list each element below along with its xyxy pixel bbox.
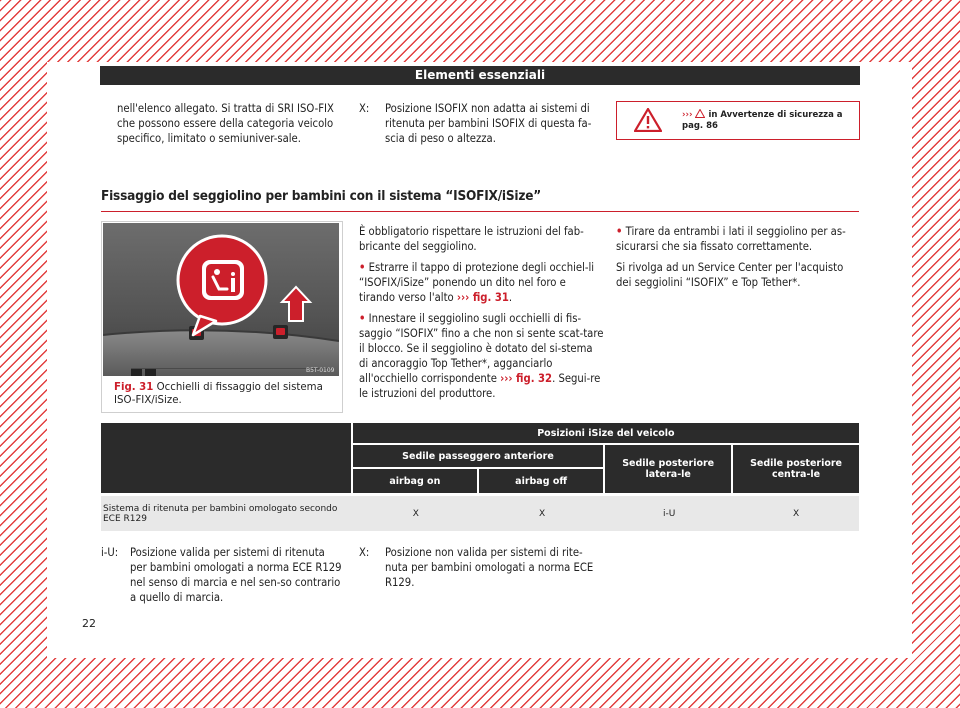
bullet-engage-seat-text: Innestare il seggiolino sugli occhielli di fis-saggio “ISOFIX” fino a che non si sente scat-tare il blocco. Se il seggiolino è dotato del si-stema di ancoraggio Top Tether*, agganciarlo all'occhiello corrispondente	[359, 312, 604, 385]
section-title: Fissaggio del seggiolino per bambini con il sistema “ISOFIX/iSize”	[101, 188, 542, 204]
bullet-engage-seat	[359, 311, 604, 401]
figure-caption-text: Occhielli di fissaggio del sistema ISO-FIX/iSize.	[114, 382, 323, 406]
service-paragraph: Si rivolga ad un Service Center per l'acquisto dei seggiolini “ISOFIX” e Top Tether*.	[616, 261, 844, 289]
x-text-top: Posizione ISOFIX non adatta ai sistemi di ritenuta per bambini ISOFIX di questa fa-scia di peso o altezza.	[385, 102, 592, 145]
bullet-icon: •	[359, 261, 366, 274]
fig31-link[interactable]: ››› fig. 31	[456, 291, 509, 304]
x-label-top: X:	[359, 102, 370, 115]
bullet-engage-seat-tail: . Segui-re le istruzioni del produttore.	[359, 372, 601, 400]
table-header-rear-side: Sedile posteriore latera-le	[605, 445, 733, 493]
figure-caption	[114, 381, 334, 407]
table-header-rear-center: Sedile posteriore centra-le	[733, 445, 859, 493]
table-cell: i-U	[605, 493, 733, 531]
isize-table	[101, 423, 859, 531]
legend-iu-label: i-U:	[101, 546, 119, 559]
bullet-icon: •	[359, 312, 366, 325]
column-right	[616, 224, 860, 290]
bullet-pull-seat	[616, 224, 860, 254]
table-cell: X	[733, 493, 859, 531]
bullet-icon: •	[616, 225, 623, 238]
table-header-airbag-on: airbag on	[353, 469, 479, 493]
page-number: 22	[82, 617, 96, 630]
table-header-airbag-off: airbag off	[479, 469, 605, 493]
header-bar: Elementi essenziali	[100, 66, 860, 85]
table-header-front-seat: Sedile passeggero anteriore	[353, 445, 606, 469]
small-warning-icon	[695, 109, 705, 118]
instruction-paragraph: È obbligatorio rispettare le istruzioni del fab-bricante del seggiolino.	[359, 225, 584, 253]
bullet-remove-cap: • Estrarre il tappo di protezione degli occhiel-li “ISOFIX/iSize” ponendo un dito nel foro e tirando verso l'alto ››› fig. 31.	[359, 261, 595, 304]
figure-code: B5T-0109	[306, 367, 335, 374]
column-middle	[359, 224, 604, 401]
bullet-remove-cap-text: Estrarre il tappo di protezione degli occhiel-li “ISOFIX/iSize” ponendo un dito nel foro e tirando verso l'alto	[359, 261, 595, 304]
legend-x-label: X:	[359, 546, 370, 559]
section-divider	[101, 211, 859, 212]
intro-paragraph: nell'elenco allegato. Si tratta di SRI ISO-FIX che possono essere della categoria veicolo specifico, limitato o semiuniver-sale.	[117, 102, 334, 145]
fig32-link[interactable]: ››› fig. 32	[500, 372, 553, 385]
legend-x-text: Posizione non valida per sistemi di rite-nuta per bambini omologati a norma ECE R129.	[385, 546, 594, 589]
warning-link[interactable]: in Avvertenze di sicurezza a	[708, 110, 843, 120]
table-corner	[101, 423, 353, 493]
table-row-label: Sistema di ritenuta per bambini omologato secondo ECE R129	[101, 493, 353, 531]
warning-page-ref[interactable]: pag. 86	[682, 121, 718, 131]
table-header-main: Posizioni iSize del veicolo	[353, 423, 859, 445]
warning-triangle-icon	[634, 108, 662, 132]
legend-iu-text: Posizione valida per sistemi di ritenuta per bambini omologati a norma ECE R129 nel senso di marcia e nel sen-so contrario a quello di marcia.	[130, 546, 342, 604]
warning-text-block	[682, 109, 843, 132]
warning-arrows: ›››	[682, 110, 693, 120]
figure-caption-label: Fig. 31	[114, 382, 154, 393]
bullet-pull-seat-text: Tirare da entrambi i lati il seggiolino per as-sicurarsi che sia fissato correttamente.	[616, 225, 846, 253]
seat-photo	[103, 223, 339, 376]
table-cell: X	[479, 493, 605, 531]
table-cell: X	[353, 493, 479, 531]
